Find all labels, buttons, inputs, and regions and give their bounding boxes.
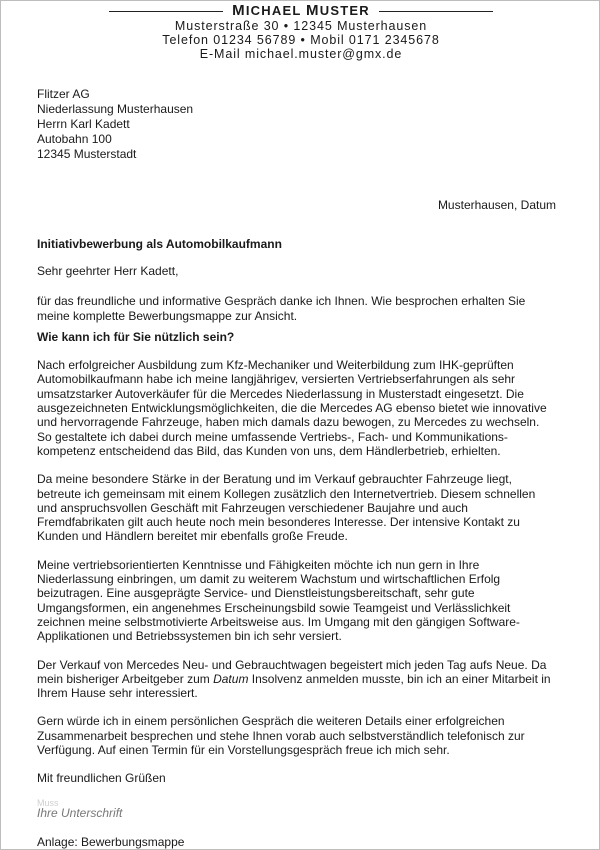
recipient-line: Flitzer AG [37, 87, 90, 101]
paragraph-experience: Nach erfolgreicher Ausbildung zum Kfz-Mechaniker und Weiterbildung zum IHK-geprüften Automobilkaufmann habe ich meine langjährigev, versierten Vertriebserfahrungen als sehr umsatzstarker Autoverkäufer für die Mercedes Niederlassung in Musterstadt eingesetzt. Die ausgezeichneten Entwicklungsmöglichkeiten, die die Mercedes AG ebenso bietet wie innovative und hervorragende Fahrzeuge, haben mich damals dazu bewogen, zu Mercedes zu wechseln. So gestaltete ich dabei durch meine umfassende Vertriebs-, Fach- und Kommunikations- kompetenz entscheidend das Bild, das Kunden von uns, dem Händlerbetrieb, erhielten. [37, 358, 547, 458]
signature-placeholder: Ihre Unterschrift [37, 806, 123, 820]
date-line: Musterhausen, Datum [437, 198, 556, 212]
paragraph-skills: Meine vertriebsorientierten Kenntnisse und Fähigkeiten möchte ich nun gern in Ihre Niederlassung einbringen, um damit zu weiterem Wachstum und wirtschaftlichen Erfolg beizutragen. Eine ausgeprägte Service- und Dienstleistungsbereitschaft, sehr gute Umgangsformen, ein angenehmes Erscheinungsbild sowie Teamgeist und Verlässlichkeit zeichnen meine selbstmotivierte Arbeitsweise aus. Im Umgang mit den gängigen Software- Applikationen und Betriebssystemen bin ich sehr versiert. [37, 557, 520, 644]
letterhead [1, 3, 600, 61]
sender-address: Musterstraße 30 • 12345 Musterhausen [174, 19, 428, 33]
salutation: Sehr geehrter Herr Kadett, [37, 264, 179, 278]
attachment-line: Anlage: Bewerbungsmappe [37, 835, 185, 849]
recipient-address [37, 87, 565, 162]
paragraph-strengths: Da meine besondere Stärke in der Beratung und im Verkauf gebrauchter Fahrzeuge liegt, betreute ich gemeinsam mit einem Kollegen zusätzlich den Internetvertrieb. Diesem schnellen und anspruchsvollen Geschäft mit Fahrzeugen verschiedener Baujahre und auch Fremdfabrikaten gilt auch heute noch mein besonderes Interesse. Der intensive Kontakt zu Kunden und Händlern bereitet mir ebenfalls große Freude. [37, 472, 536, 544]
question-heading: Wie kann ich für Sie nützlich sein? [37, 329, 235, 344]
paragraph-closing: Gern würde ich in einem persönlichen Gespräch die weiteren Details einer erfolgreichen Zusammenarbeit besprechen und stehe Ihnen vorab auch selbstverständlich telefonisch zur Verfügung. Auf einen Termin für ein Vorstellungsgespräch freue ich mich sehr. [37, 714, 525, 758]
recipient-line: Autobahn 100 [37, 132, 112, 146]
signature-watermark: Muss [37, 798, 59, 808]
closing-greeting: Mit freundlichen Grüßen [37, 771, 166, 786]
paragraph-motivation: Der Verkauf von Mercedes Neu- und Gebrauchtwagen begeistert mich jeden Tag aufs Neue. Da mein bisheriger Arbeitgeber zum Datum Insolvenz anmelden musste, bin ich an einer Mitarbeit in Ihrem Hause sehr interessiert. [37, 657, 551, 701]
letter-body [37, 264, 565, 786]
recipient-line: 12345 Musterstadt [37, 147, 137, 161]
subject-line: Initiativbewerbung als Automobilkaufmann [37, 237, 282, 251]
sender-name: MICHAEL MUSTER [232, 2, 370, 19]
sender-phone: Telefon 01234 56789 • Mobil 0171 2345678 [162, 33, 440, 47]
name-rule-right [379, 11, 493, 12]
recipient-line: Niederlassung Musterhausen [37, 102, 194, 116]
recipient-line: Herrn Karl Kadett [37, 117, 130, 131]
intro-paragraph: für das freundliche und informative Gespräch danke ich Ihnen. Wie besprochen erhalten Sie meine komplette Bewerbungsmappe zur Ansicht. [37, 294, 526, 323]
sender-email: E-Mail michael.muster@gmx.de [199, 47, 403, 61]
date-placeholder: Datum [213, 671, 249, 686]
